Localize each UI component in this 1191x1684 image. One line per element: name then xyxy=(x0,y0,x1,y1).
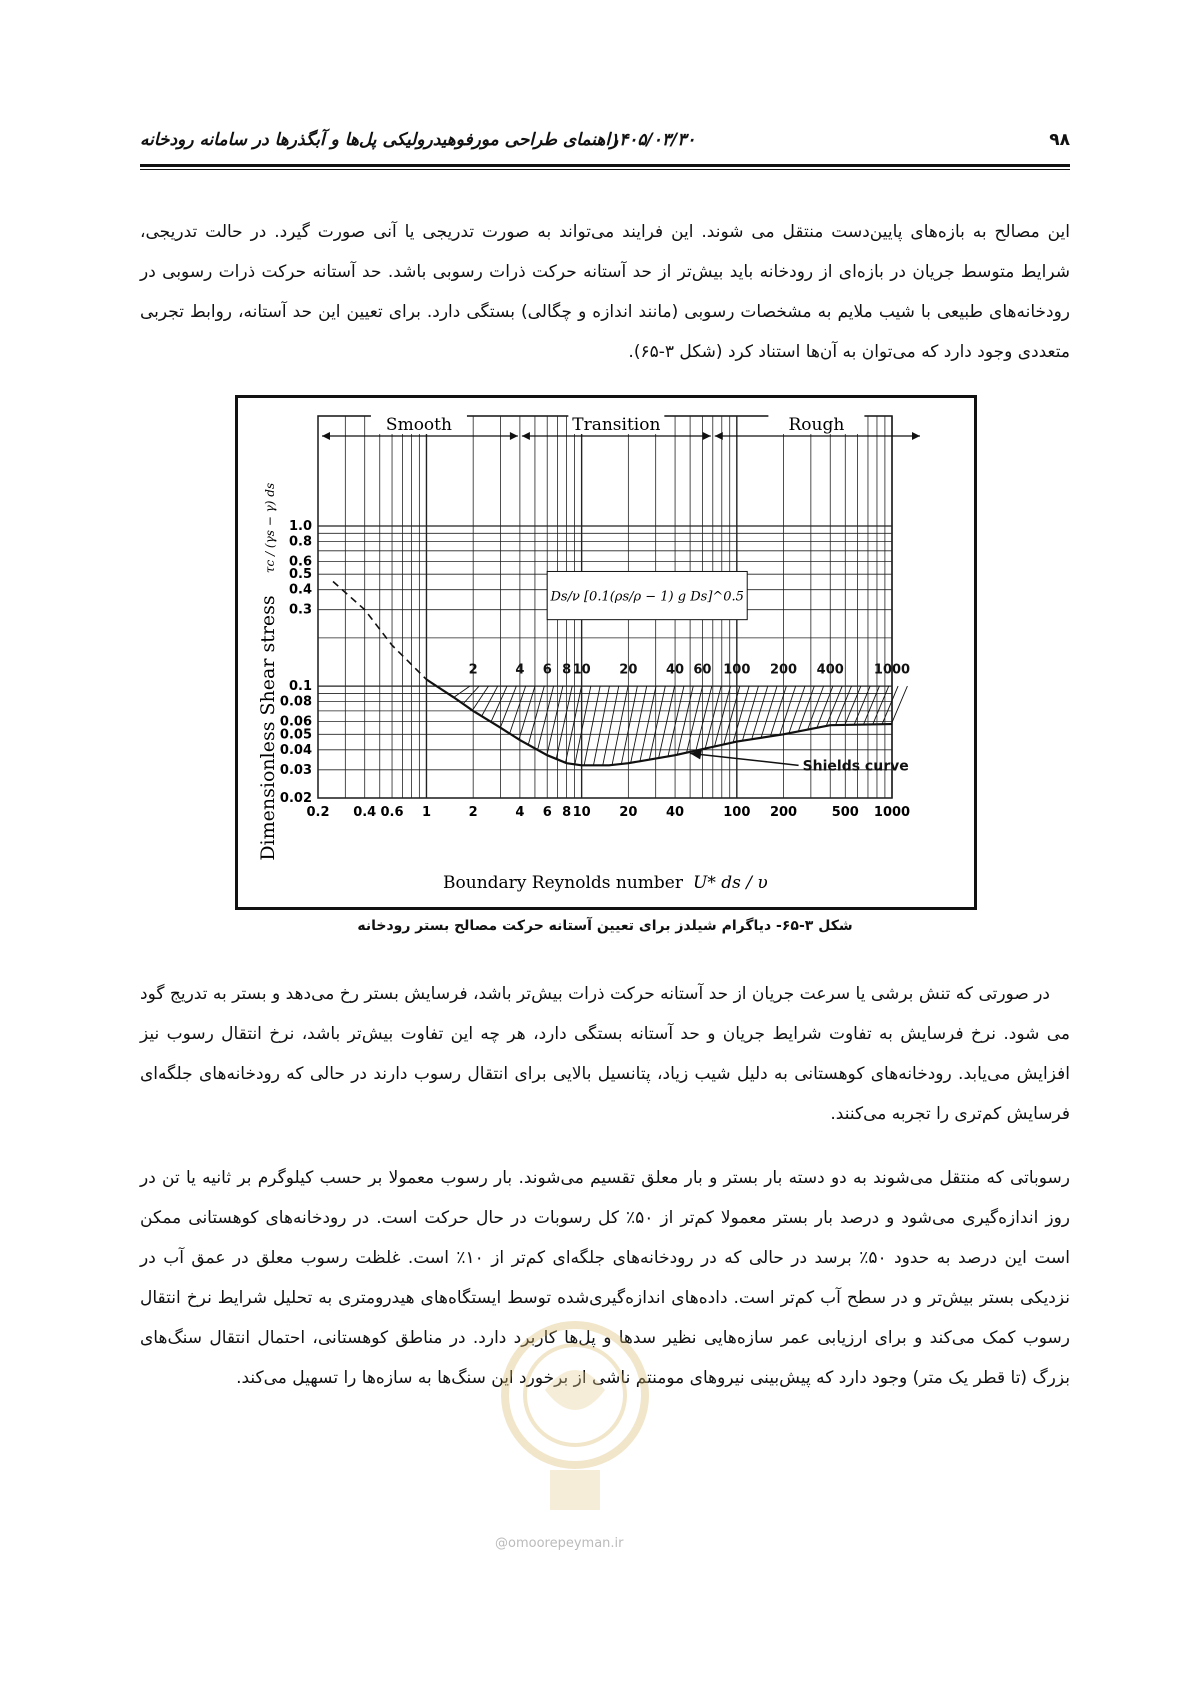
y-tick-label: 1.0 xyxy=(288,519,312,534)
x-tick-label: 0.2 xyxy=(306,805,330,820)
hatch-line xyxy=(556,686,572,759)
hatch-line xyxy=(575,686,591,764)
x-tick-label: 500 xyxy=(831,805,859,820)
x-tick-label: 20 xyxy=(619,805,638,820)
hatch-line xyxy=(603,686,619,765)
hatch-line xyxy=(761,686,777,738)
region-rough-arrowhead-left xyxy=(715,432,723,440)
hatch-line xyxy=(566,686,582,763)
inner-tick-label: 60 xyxy=(693,662,712,678)
inner-tick-label: 20 xyxy=(619,662,638,678)
y-tick-label: 0.4 xyxy=(288,582,312,598)
inner-tick-label: 400 xyxy=(816,662,844,678)
y-tick-label: 0.1 xyxy=(288,679,312,695)
figure-caption: شکل ۳-۶۵- دیاگرام شیلدز برای تعیین آستانه حرکت مصالح بستر رودخانه xyxy=(357,918,853,934)
x-tick-label: 6 xyxy=(542,805,552,820)
formula-text: Ds/ν [0.1(ρs/ρ − 1) g Ds]^0.5 xyxy=(550,589,744,605)
hatch-line xyxy=(798,686,814,731)
y-tick-label: 0.6 xyxy=(288,554,312,570)
hatch-line xyxy=(677,686,693,755)
inner-tick-label: 100 xyxy=(723,662,751,678)
region-smooth-arrowhead-left xyxy=(322,432,330,440)
inner-tick-label: 200 xyxy=(769,662,798,678)
y-tick-label: 0.03 xyxy=(279,762,312,778)
page-number: ۹۸ xyxy=(1049,130,1070,150)
hatch-line xyxy=(752,686,768,739)
hatch-line xyxy=(873,686,889,724)
inner-tick-label: 2 xyxy=(468,662,478,678)
x-tick-label: 0.4 xyxy=(353,805,377,820)
region-transition-arrowhead-right xyxy=(703,432,711,440)
y-axis-formula: τc / (γs − γ) ds xyxy=(263,482,277,574)
y-tick-label: 0.06 xyxy=(279,714,312,730)
x-tick-label: 4 xyxy=(515,805,525,820)
hatch-line xyxy=(593,686,609,765)
hatch-line xyxy=(472,686,488,710)
x-tick-label: 2 xyxy=(468,805,478,820)
x-tick-label: 1 xyxy=(421,805,431,820)
hatch-line xyxy=(742,686,758,741)
hatch-line xyxy=(891,686,907,724)
y-tick-label: 0.04 xyxy=(279,742,312,758)
x-axis-label: Boundary Reynolds number xyxy=(443,873,683,893)
shields-diagram xyxy=(235,395,977,910)
inner-tick-label: 10 xyxy=(572,662,591,678)
region-smooth-arrowhead-right xyxy=(510,432,518,440)
inner-tick-label: 6 xyxy=(542,662,552,678)
y-tick-label: 0.8 xyxy=(288,534,312,550)
y-tick-label: 0.5 xyxy=(288,567,312,583)
hatch-line xyxy=(519,686,535,739)
y-axis-label: Dimensionless Shear stress xyxy=(257,595,279,861)
hatch-line xyxy=(826,686,842,726)
shields-curve xyxy=(427,680,893,766)
hatch-line xyxy=(845,686,861,725)
y-tick-label: 0.05 xyxy=(279,727,312,743)
region-transition-label: Transition xyxy=(572,415,661,435)
inner-tick-label: 40 xyxy=(666,662,685,678)
watermark-logo xyxy=(490,1310,660,1540)
hatch-line xyxy=(621,686,637,764)
x-tick-label: 10 xyxy=(572,805,591,820)
inner-tick-label: 1000 xyxy=(873,662,911,678)
paragraph-3: رسوباتی که منتقل می‌شوند به دو دسته بار بستر و بار معلق تقسیم می‌شوند. بار رسوب معمولا بر حسب کیلوگرم بر ثانیه یا تن در روز اندازه‌گیری می‌شود و درصد بار بستر معمولا کم‌تر از ۵۰٪ کل رسوبات در حال حرکت است. در رودخانه‌های کوهستانی ممکن است این درصد به حدود ۵۰٪ برسد در حالی که در رودخانه‌های جلگه‌ای کم‌تر از ۱۰٪ است. غلظت رسوب معلق در عمق آب در نزدیکی بستر بیش‌تر و در سطح آب کم‌تر است. داده‌های اندازه‌گیری‌شده توسط ایستگاه‌های هیدرومتری به تحلیل شرایط نرخ انتقال رسوب کمک می‌کند و برای ارزیابی عمر سازه‌هایی نظیر سدها و پل‌ها کاربرد دارد. در مناطق کوهستانی، احتمال انتقال سنگ‌های بزرگ (تا قطر یک متر) وجود دارد که پیش‌بینی نیروهای مومنتم ناشی از برخورد این سنگ‌ها به سازه‌ها را تسهیل می‌کند. xyxy=(140,1168,1070,1388)
hatch-line xyxy=(538,686,554,750)
header-rule-thin xyxy=(140,169,1070,170)
x-tick-label: 8 xyxy=(562,805,572,820)
hatch-line xyxy=(631,686,647,763)
region-rough-arrowhead-right xyxy=(912,432,920,440)
y-tick-label: 0.3 xyxy=(288,602,312,618)
hatch-line xyxy=(528,686,544,745)
inner-tick-label: 8 xyxy=(562,662,572,678)
hatch-line xyxy=(836,686,852,725)
hatch-line xyxy=(687,686,703,753)
x-tick-label: 1000 xyxy=(873,805,911,820)
watermark-text: @omoorepeyman.ir xyxy=(495,1536,624,1551)
region-transition-arrowhead-left xyxy=(522,432,530,440)
hatch-line xyxy=(696,686,712,751)
y-tick-label: 0.08 xyxy=(279,694,312,710)
hatch-line xyxy=(612,686,628,765)
x-tick-label: 0.6 xyxy=(380,805,404,820)
hatch-line xyxy=(714,686,730,746)
region-rough-label: Rough xyxy=(788,415,845,435)
curve-label: Shields curve xyxy=(802,758,909,775)
paragraph-1: این مصالح به بازه‌های پایین‌دست منتقل می شوند. این فرایند می‌تواند به صورت تدریجی یا آنی صورت گیرد. در حالت تدریجی، شرایط متوسط جریان در بازه‌ای از رودخانه باید بیش‌تر از حد آستانه حرکت ذرات رسوبی باشد. حد آستانه حرکت ذرات رسوبی در رودخانه‌های طبیعی با شیب ملایم به مشخصات رسوبی (مانند اندازه و چگالی) بستگی دارد. برای تعیین این حد آستانه، روابط تجربی متعددی وجود دارد که می‌توان به آن‌ها استناد کرد (شکل ۳-۶۵). xyxy=(140,222,1070,362)
hatch-line xyxy=(454,686,470,697)
shields-chart xyxy=(238,398,974,907)
x-tick-label: 40 xyxy=(666,805,685,820)
page-header xyxy=(140,128,1070,168)
hatch-line xyxy=(584,686,600,765)
y-tick-label: 0.02 xyxy=(279,791,312,806)
curve-arrow-line xyxy=(690,753,798,765)
hatch-line xyxy=(547,686,563,755)
chart-marks xyxy=(280,414,920,820)
header-title: راهنمای طراحی مورفوهیدرولیکی پل‌ها و آبگذرها در سامانه رودخانه xyxy=(140,130,619,150)
hatch-line xyxy=(649,686,665,760)
x-axis-formula: U* ds / υ xyxy=(693,873,768,893)
header-date: ۱۴۰۵/۰۳/۳۰ xyxy=(610,130,696,150)
paragraph-2: در صورتی که تنش برشی یا سرعت جریان از حد آستانه حرکت ذرات بیش‌تر باشد، فرسایش بستر رخ می‌دهد و بستر به تدریج گود می شود. نرخ فرسایش به تفاوت شرایط جریان و حد آستانه بستگی دارد، هر چه این تفاوت بیش‌تر باشد، نرخ انتقال رسوب نیز افزایش می‌یابد. رودخانه‌های کوهستانی به دلیل شیب زیاد، پتانسیل بالایی برای انتقال رسوب دارند در حالی که رودخانه‌های جلگه‌ای فرسایش کم‌تری را تجربه می‌کنند. xyxy=(140,984,1070,1124)
x-tick-label: 200 xyxy=(769,805,798,820)
hatch-line xyxy=(659,686,675,758)
inner-tick-label: 4 xyxy=(515,662,525,678)
region-smooth-label: Smooth xyxy=(385,415,452,435)
hatch-line xyxy=(808,686,824,730)
x-tick-label: 100 xyxy=(723,805,751,820)
header-rule-thick xyxy=(140,164,1070,167)
hatch-line xyxy=(882,686,898,724)
